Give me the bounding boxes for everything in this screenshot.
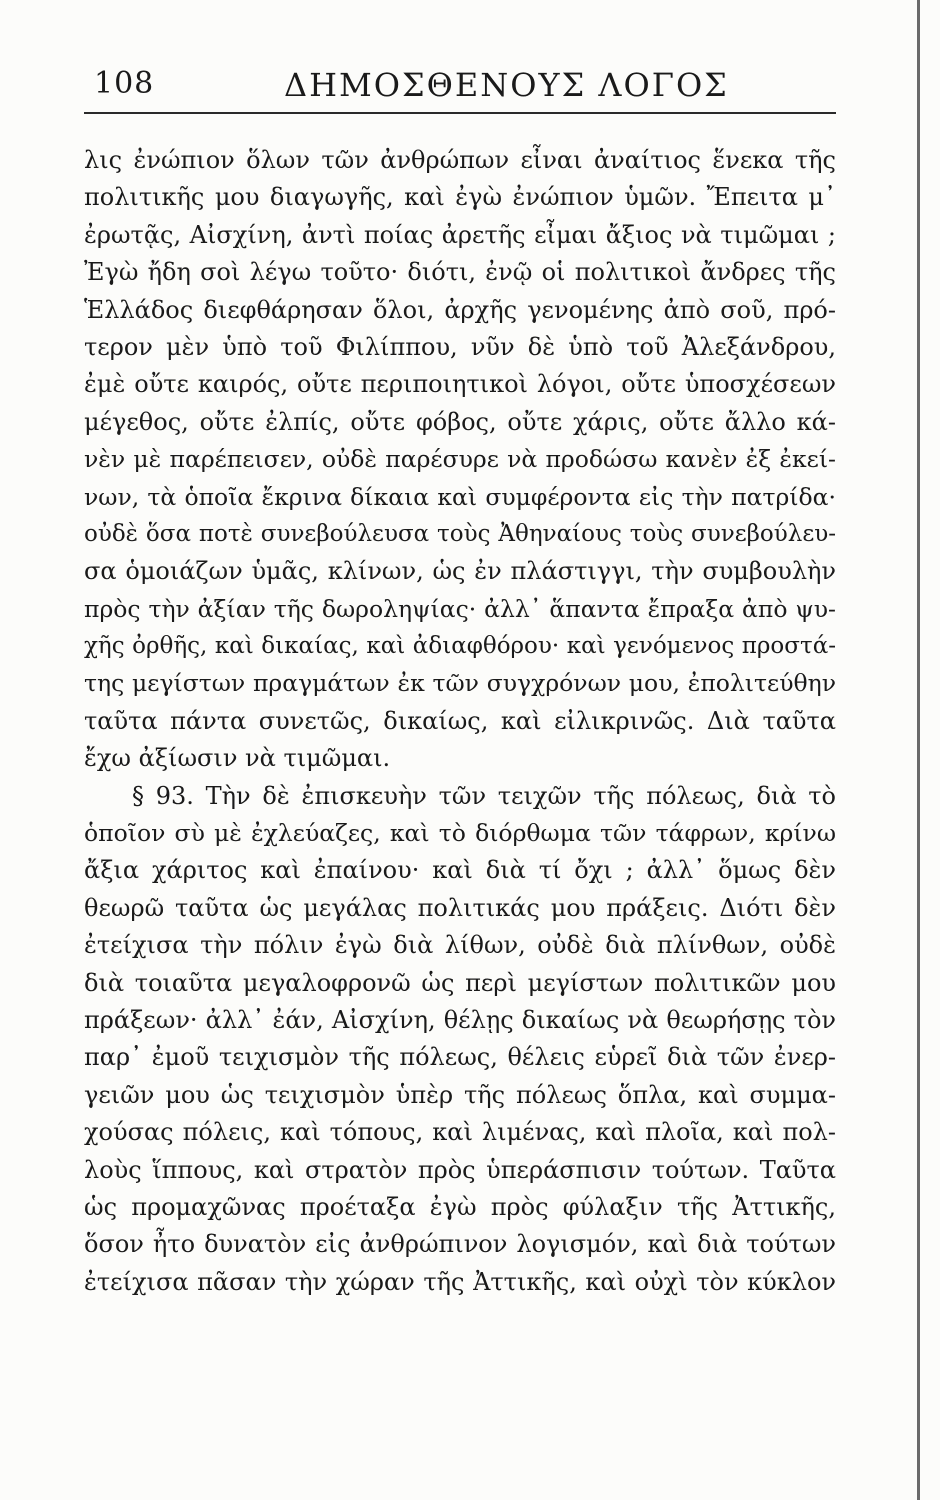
text-line: χῆς ὀρθῆς, καὶ δικαίας, καὶ ἀδιαφθόρου· καὶ γενόμενος προστά-	[84, 633, 836, 660]
text-line: σα ὁμοιάζων ὑμᾶς, κλίνων, ὡς ἐν πλάστιγγι, τὴν συμβουλὴν	[84, 557, 836, 586]
text-line: παρ᾽ ἐμοῦ τειχισμὸν τῆς πόλεως, θέλεις εὑρεῖ διὰ τῶν ἐνερ-	[84, 1043, 836, 1072]
text-line: νων, τὰ ὁποῖα ἔκρινα δίκαια καὶ συμφέροντα εἰς τὴν πατρίδα·	[84, 482, 836, 511]
text-line: θεωρῶ ταῦτα ὡς μεγάλας πολιτικάς μου πράξεις. Διότι δὲν	[84, 893, 836, 922]
text-line: χούσας πόλεις, καὶ τόπους, καὶ λιμένας, καὶ πλοῖα, καὶ πολ-	[84, 1118, 836, 1147]
running-title: ΔΗΜΟΣΘΕΝΟΥΣ ΛΟΓΟΣ	[284, 66, 729, 104]
text-line: ταῦτα πάντα συνετῶς, δικαίως, καὶ εἰλικρινῶς. Διὰ ταῦτα	[84, 706, 836, 735]
text-line: πρὸς τὴν ἀξίαν τῆς δωροληψίας· ἀλλ᾽ ἅπαντα ἔπραξα ἀπὸ ψυ-	[84, 594, 836, 623]
text-line: πολιτικῆς μου διαγωγῆς, καὶ ἐγὼ ἐνώπιον ὑμῶν. Ἔπειτα μ᾽	[84, 183, 836, 212]
text-line: γειῶν μου ὡς τειχισμὸν ὑπὲρ τῆς πόλεως ὅπλα, καὶ συμμα-	[84, 1080, 836, 1109]
text-line: τερον μὲν ὑπὸ τοῦ Φιλίππου, νῦν δὲ ὑπὸ τοῦ Ἀλεξάνδρου,	[84, 332, 836, 361]
text-line: νὲν μὲ παρέπεισεν, οὐδὲ παρέσυρε νὰ προδώσω κανὲν ἐξ ἐκεί-	[84, 445, 836, 474]
running-header	[84, 62, 836, 106]
header-rule	[84, 112, 836, 114]
text-line: ὡς προμαχῶνας προέταξα ἐγὼ πρὸς φύλαξιν τῆς Ἀττικῆς,	[84, 1192, 836, 1221]
text-line: ὅσον ἦτο δυνατὸν εἰς ἀνθρώπινον λογισμόν, καὶ διὰ τούτων	[84, 1230, 836, 1259]
text-line: οὐδὲ ὅσα ποτὲ συνεβούλευσα τοὺς Ἀθηναίους τοὺς συνεβούλευ-	[84, 520, 836, 547]
text-line: ἄξια χάριτος καὶ ἐπαίνου· καὶ διὰ τί ὄχι ; ἀλλ᾽ ὅμως δὲν	[84, 856, 836, 885]
text-line: διὰ τοιαῦτα μεγαλοφρονῶ ὡς περὶ μεγίστων πολιτικῶν μου	[84, 968, 836, 997]
text-line: λοὺς ἵππους, καὶ στρατὸν πρὸς ὑπεράσπισιν τούτων. Ταῦτα	[84, 1155, 836, 1184]
text-line: ἐρωτᾷς, Αἰσχίνη, ἀντὶ ποίας ἀρετῆς εἶμαι ἄξιος νὰ τιμῶμαι ;	[84, 220, 836, 249]
section-93-start-line: § 93. Τὴν δὲ ἐπισκευὴν τῶν τειχῶν τῆς πόλεως, διὰ τὸ	[132, 781, 836, 810]
text-line: μέγεθος, οὔτε ἐλπίς, οὔτε φόβος, οὔτε χάρις, οὔτε ἄλλο κά-	[84, 407, 836, 436]
text-line: της μεγίστων πραγμάτων ἐκ τῶν συγχρόνων μου, ἐπολιτεύθην	[84, 669, 836, 698]
text-line: Ἑλλάδος διεφθάρησαν ὅλοι, ἀρχῆς γενομένης ἀπὸ σοῦ, πρό-	[84, 295, 836, 324]
page-edge-shadow	[917, 0, 920, 1500]
text-line: ἐμὲ οὔτε καιρός, οὔτε περιποιητικοὶ λόγοι, οὔτε ὑποσχέσεων	[84, 370, 836, 399]
text-line: λις ἐνώπιον ὅλων τῶν ἀνθρώπων εἶναι ἀναίτιος ἕνεκα τῆς	[84, 146, 836, 174]
text-line: ἐτείχισα πᾶσαν τὴν χώραν τῆς Ἀττικῆς, καὶ οὐχὶ τὸν κύκλον	[84, 1267, 836, 1296]
text-line: ὁποῖον σὺ μὲ ἐχλεύαζες, καὶ τὸ διόρθωμα τῶν τάφρων, κρίνω	[84, 819, 836, 848]
paragraph-end-line: ἔχω ἀξίωσιν νὰ τιμῶμαι.	[84, 744, 391, 773]
body-text	[84, 142, 836, 1301]
page-number: 108	[94, 66, 155, 101]
text-line: πράξεων· ἀλλ᾽ ἐάν, Αἰσχίνη, θέλῃς δικαίως νὰ θεωρήσῃς τὸν	[84, 1005, 836, 1034]
text-line: ἐτείχισα τὴν πόλιν ἐγὼ διὰ λίθων, οὐδὲ διὰ πλίνθων, οὐδὲ	[84, 931, 836, 960]
text-line: Ἐγὼ ἤδη σοὶ λέγω τοῦτο· διότι, ἐνῷ οἱ πολιτικοὶ ἄνδρες τῆς	[84, 258, 836, 287]
